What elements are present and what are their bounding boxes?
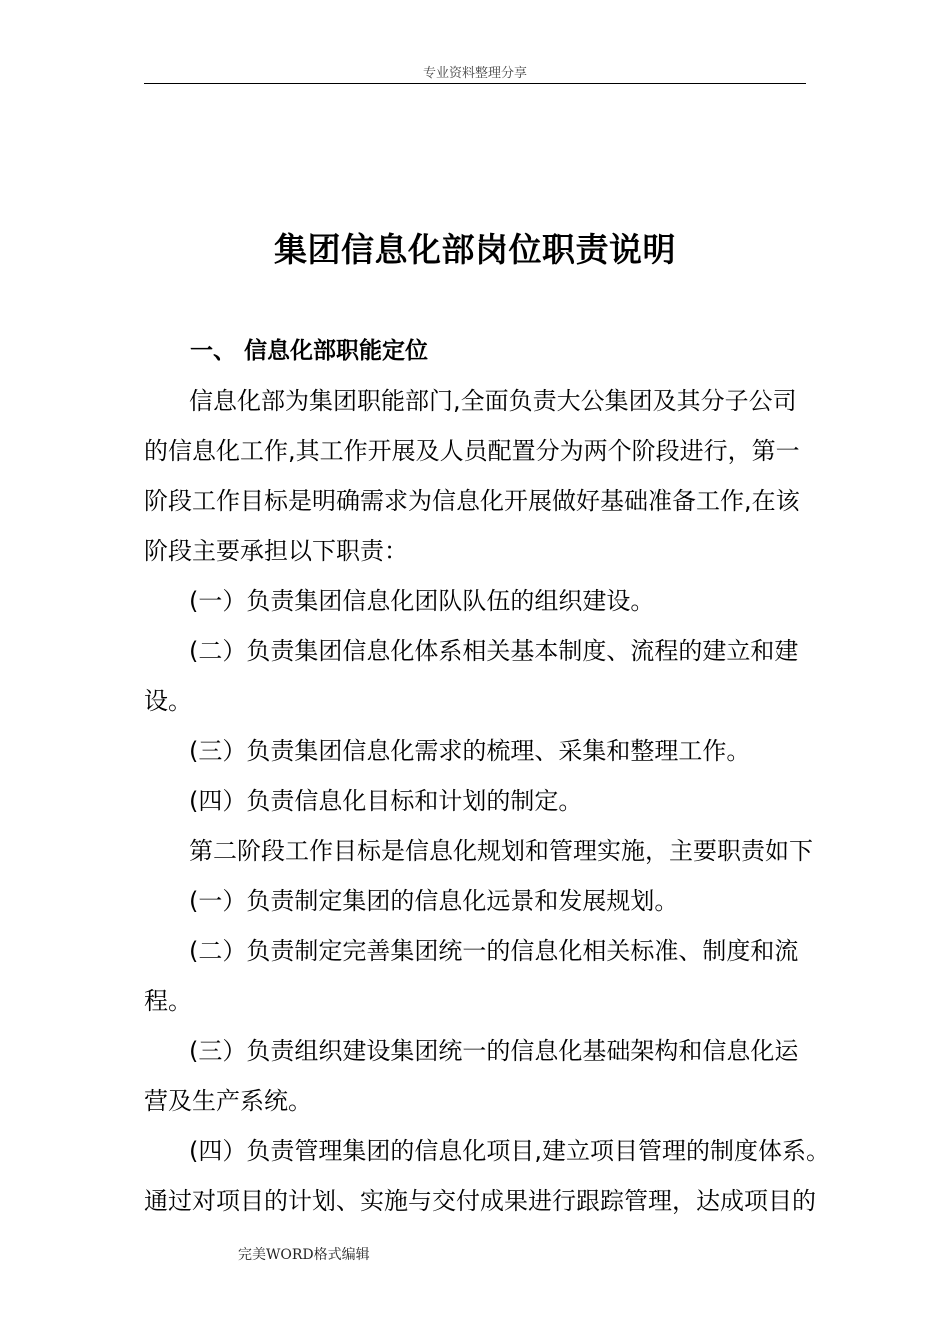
document-body: [144, 376, 830, 1226]
list-item: (三）负责集团信息化需求的梳理、采集和整理工作。: [189, 737, 751, 765]
paragraph-line: 程。: [144, 987, 192, 1015]
list-item: (二）负责制定完善集团统一的信息化相关标准、制度和流: [189, 937, 799, 965]
page-footer: 完美WORD格式编辑: [238, 1247, 370, 1263]
paragraph-line: 阶段工作目标是明确需求为信息化开展做好基础准备工作,在该: [144, 487, 800, 515]
list-item: (一）负责制定集团的信息化远景和发展规划。: [189, 887, 679, 915]
list-item: (一）负责集团信息化团队队伍的组织建设。: [189, 587, 655, 615]
paragraph-line: 通过对项目的计划、实施与交付成果进行跟踪管理，达成项目的: [144, 1187, 816, 1215]
section-heading-text: 信息化部职能定位: [244, 338, 428, 364]
paragraph-line: 阶段主要承担以下职责：: [144, 537, 408, 565]
section-number: 一、: [190, 338, 236, 364]
paragraph-line: 营及生产系统。: [144, 1087, 312, 1115]
document-title: 集团信息化部岗位职责说明: [274, 230, 676, 269]
page-header: 专业资料整理分享: [422, 66, 527, 81]
list-item: (三）负责组织建设集团统一的信息化基础架构和信息化运: [189, 1037, 799, 1065]
paragraph-line: 信息化部为集团职能部门,全面负责大公集团及其分子公司: [189, 387, 797, 415]
list-item: (四）负责信息化目标和计划的制定。: [189, 787, 583, 815]
header-rule: [144, 83, 806, 84]
list-item: (二）负责集团信息化体系相关基本制度、流程的建立和建: [189, 637, 799, 665]
section-heading: [190, 335, 428, 367]
paragraph-line: 的信息化工作,其工作开展及人员配置分为两个阶段进行，第一: [144, 437, 800, 465]
paragraph-line: 第二阶段工作目标是信息化规划和管理实施，主要职责如下: [189, 837, 813, 865]
paragraph-line: 设。: [144, 687, 192, 715]
list-item: (四）负责管理集团的信息化项目,建立项目管理的制度体系。: [189, 1137, 830, 1165]
